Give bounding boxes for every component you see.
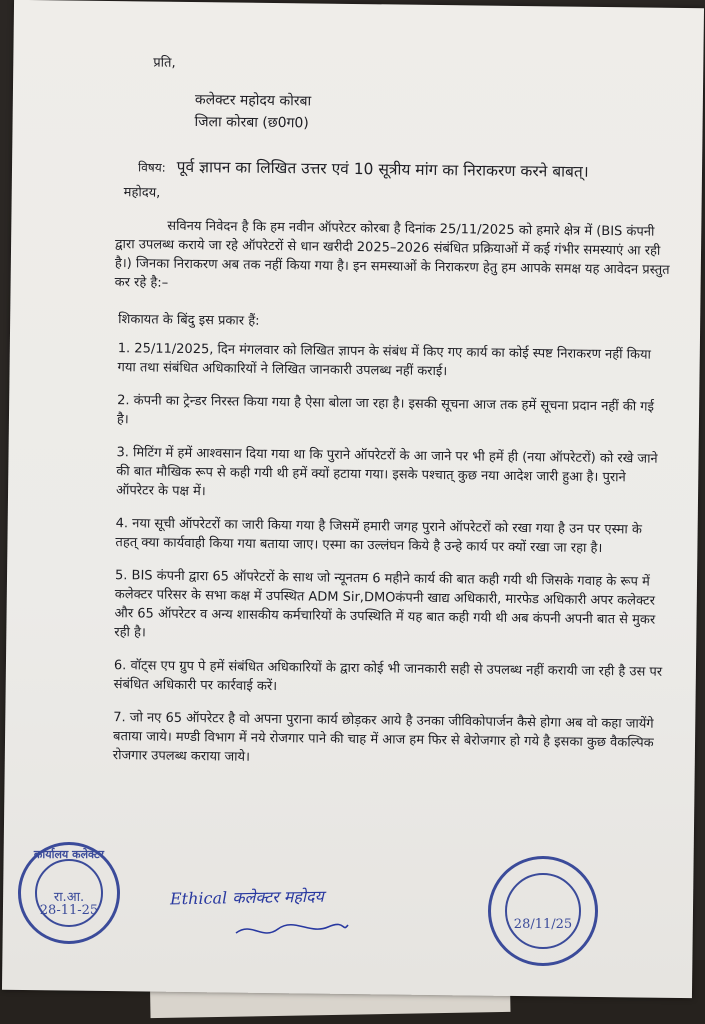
salutation: महोदय,	[123, 185, 161, 201]
recipient-line-1: कलेक्टर महोदय कोरबा	[194, 92, 312, 110]
stamp-left-date: 28-11-25	[39, 903, 99, 918]
stamp-left-title: कार्यालय कलेक्टर	[33, 848, 105, 861]
complaint-point: 7. जो नए 65 ऑपरेटर है वो अपना पुराना कार्य छोड़कर आये है उनका जीविकोपार्जन कैसे होगा अब वो कहा जायेंगे बताया जाये। मण्डी विभाग में नये रोजगार पाने की चाह में आज हम फिर से बेरोजगार हो गये है इसका कुछ वैकल्पिक रोजगार उपलब्ध कराया जाये।	[112, 710, 654, 765]
subject-text: पूर्व ज्ञापन का लिखित उत्तर एवं 10 सूत्रीय मांग का निराकरण करने बाबत्।	[176, 157, 589, 181]
complaint-point: 1. 25/11/2025, दिन मंगलवार को लिखित ज्ञापन के संबंध में किए गए कार्य का कोई स्पष्ट निराकरण नहीं किया गया तथा संबंधित अधिकारियों ने लिखित जानकारी उपलब्ध नहीं कराई।	[117, 341, 651, 380]
complaints-heading: शिकायत के बिंदु इस प्रकार हैं:	[118, 312, 260, 329]
complaint-points-list	[109, 339, 669, 772]
recipient-line-2: जिला कोरबा (छ0ग0)	[194, 114, 309, 132]
signature-flourish	[232, 915, 352, 945]
subject-label: विषय:	[137, 160, 166, 175]
signature: Ethical कलेक्टर महोदय	[169, 886, 324, 909]
office-stamp-right	[488, 856, 598, 966]
complaint-point: 4. नया सूची ऑपरेटरों का जारी किया गया है जिसमें हमारी जगह पुराने ऑपरेटरों को रखा गया है उन पर एस्मा के तहत् क्या कार्यवाही किया गया बताया जाए। एस्मा का उल्लंघन किये है उन्हे कार्य पर क्यों रखा जा रहा है।	[115, 516, 643, 557]
stamp-left-sub: रा.आ.	[53, 890, 85, 905]
intro-paragraph: सविनय निवेदन है कि हम नवीन ऑपरेटर कोरबा है दिनांक 25/11/2025 को हमारे क्षेत्र में (BIS कंपनी द्वारा उपलब्ध कराये जा रहे ऑपरेटरों से धान खरीदी 2025–2026 संबंधित प्रक्रियाओं में कई गंभीर समस्याएं आ रही है।) जिनका निराकरण अब तक नहीं किया गया है। इन समस्याओं के निराकरण हेतु हम आपके समक्ष यह आवेदन प्रस्तुत कर रहे है:–	[114, 218, 670, 291]
subject-line	[138, 156, 671, 184]
complaint-point: 6. वॉट्स एप ग्रुप पे हमें संबंधित अधिकारियों के द्वारा कोई भी जानकारी सही से उपलब्ध नहीं करायी जा रही है उस पर संबंधित अधिकारी पर कार्रवाई करें।	[113, 658, 663, 695]
complaint-point: 3. मिटिंग में हमें आश्वसान दिया गया था कि पुराने ऑपरेटरों के आ जाने पर भी हमें ही (नया ऑपरेटरों) को रखे जाने की बात मौखिक रूप से कही गयी थी हमें क्यों हटाया गया। इसके पश्चात् कुछ नया आदेश जारी हुआ है। पुराने ऑपरेटर के पक्ष में।	[115, 445, 658, 500]
addressee-prefix: प्रति,	[153, 55, 176, 71]
office-stamp-left	[18, 842, 120, 944]
letter-body	[109, 53, 673, 786]
stamp-right-date: 28/11/25	[513, 917, 573, 932]
complaint-point: 2. कंपनी का ट्रेन्डर निरस्त किया गया है ऐसा बोला जा रहा है। इसकी सूचना आज तक हमें सूचना प्रदान नहीं की गई है।	[116, 393, 655, 428]
complaint-point: 5. BIS कंपनी द्वारा 65 ऑपरेटरों के साथ जो न्यूनतम 6 महीने कार्य की बात कही गयी थी जिसके गवाह के रूप में कलेक्टर परिसर के सभा कक्ष में उपस्थित ADM Sir,DMOकंपनी खाद्य अधिकारी, मारफेड अधिकारी अपर कलेक्टर और 65 ऑपरेटर व अन्य शासकीय कर्मचारियों के उपस्थिति में यह बात कही गयी थी अब कंपनी अपनी बात से मुकर रही है।	[114, 568, 656, 641]
